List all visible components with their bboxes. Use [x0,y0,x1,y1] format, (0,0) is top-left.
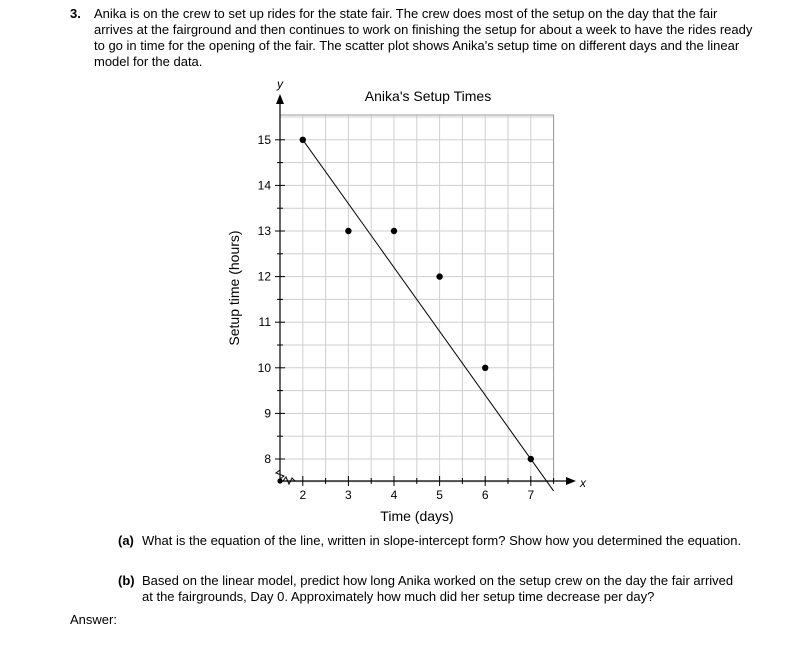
y-tick-label: 15 [257,132,271,147]
part-b-text: Based on the linear model, predict how long Anika worked on the setup crew on the day the fair arrived at the fairgrounds, Day 0. Approximately how much did her setup time decrease per day? [142,573,734,604]
y-tick-label: 8 [264,452,271,466]
y-axis-letter: y [277,77,283,91]
origin-dot [277,478,282,483]
y-tick-label: 14 [257,178,271,193]
ticks [258,133,554,502]
data-point [345,228,351,234]
x-axis-label: Time (days) [380,508,454,524]
x-tick-label: 2 [299,488,307,502]
part-b-label: (b) [118,573,135,588]
part-a-label: (a) [118,533,134,548]
x-tick-label: 6 [481,488,489,502]
x-tick-label: 5 [436,488,443,502]
x-axis-arrow [566,477,576,485]
answer-label: Answer: [70,612,117,627]
y-tick-label: 12 [257,269,271,284]
data-point [482,365,488,371]
x-tick-label: 3 [345,488,352,502]
y-tick-label: 13 [257,224,271,238]
x-tick-label: 4 [390,488,398,502]
data-point [436,273,442,279]
y-tick-label: 10 [257,360,271,375]
data-point [391,228,397,234]
chart-title: Anika's Setup Times [364,88,492,104]
question-text: Anika is on the crew to set up rides for the state fair. The crew does most of the setup on the day that the fair arrives at the fairground and then continues to work on finishing the setup for about a week to have the rides ready to go in time for the opening of the fair. The scatter plot shows Anika's setup time on different days and the linear model for the data. [94,6,753,69]
x-axis-letter: x [580,476,586,490]
question-number: 3. [70,6,81,21]
y-tick-label: 9 [264,406,271,421]
linear-model-line [303,140,554,491]
data-point [528,456,534,462]
x-tick-label: 7 [527,488,535,502]
grid [280,115,554,482]
y-axis-label: Setup time (hours) [226,230,242,346]
part-a-text: What is the equation of the line, written in slope-intercept form? Show how you determined the equation. [142,533,742,548]
y-tick-label: 11 [258,315,271,330]
data-point [300,137,306,143]
y-axis-arrow [276,94,284,104]
